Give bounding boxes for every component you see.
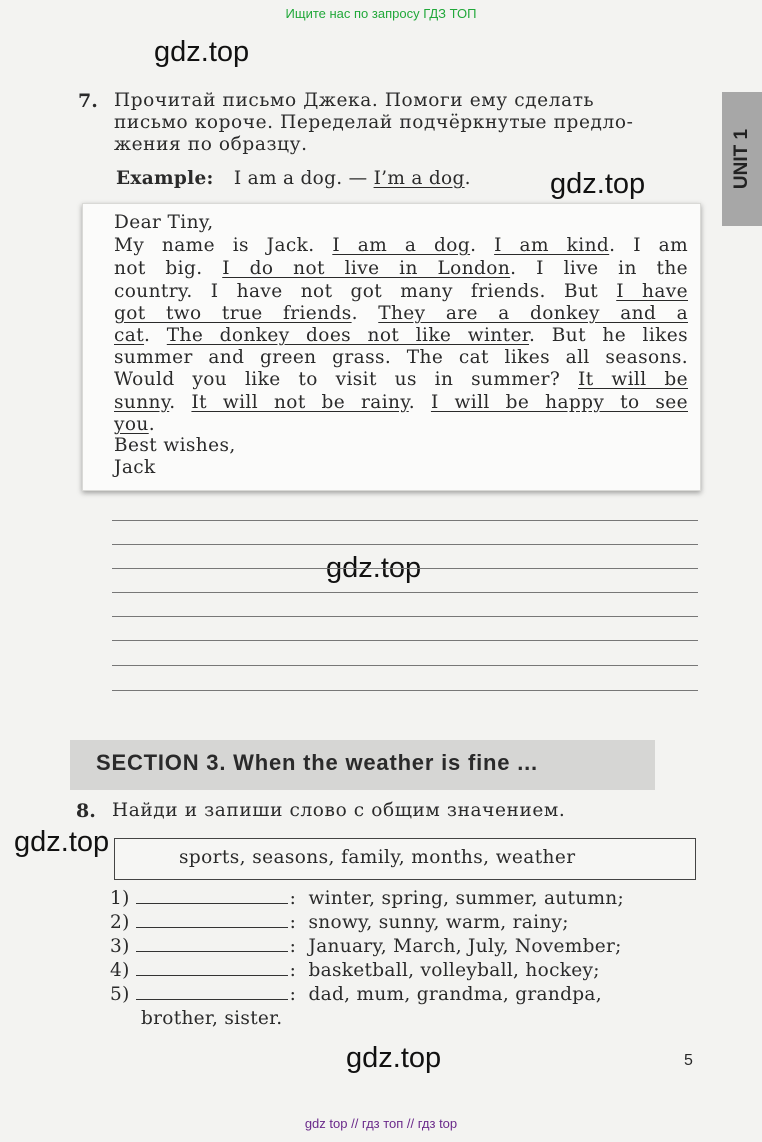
watermark: gdz.top [14,826,110,858]
task-8-instruction: Найди и запиши слово с общим значением. [112,800,566,821]
page-number: 5 [684,1052,693,1069]
underlined-sentence: I am a dog [332,235,471,256]
word-bank-text: sports, seasons, family, months, weather [179,847,576,868]
underlined-sentence: sunny [114,392,170,413]
watermark: gdz.top [154,36,250,68]
letter-line-6: summer and green grass. The cat likes all seasons. [114,347,688,368]
instruction-line: жения по образцу. [114,134,308,155]
writing-line[interactable] [112,640,698,641]
answer-blank[interactable] [136,915,288,928]
underlined-sentence: I am kind [494,235,610,256]
top-banner: Ищите нас по запросу ГДЗ ТОП [285,6,477,21]
section-title: SECTION 3. When the weather is fine ... [96,750,538,775]
footer: gdz top // гдз топ // гдз top [304,1116,458,1131]
task-8-number: 8. [76,800,96,822]
exercise-row-continuation: brother, sister. [141,1008,283,1029]
watermark: gdz.top [346,1042,442,1074]
underlined-sentence: It will not be rainy [191,392,409,413]
letter-line-4: got two true friends. They are a donkey and a [114,303,689,324]
unit-label: UNIT 1 [731,128,752,190]
writing-line[interactable] [112,520,698,521]
letter-greeting: Dear Tiny, [114,212,214,233]
answer-blank[interactable] [136,987,288,1000]
letter-line-2: not big. I do not live in London. I live in the [114,258,688,279]
exercise-row: 4) : basketball, volleyball, hockey; [110,960,600,981]
letter-line-7: Would you like to visit us in summer? It will be [114,369,688,390]
writing-line[interactable] [112,665,698,666]
underlined-sentence: I do not live in London [222,258,511,279]
writing-line[interactable] [112,690,698,691]
answer-blank[interactable] [136,963,288,976]
underlined-sentence: got two true friends [114,303,352,324]
letter-line-3: country. I have not got many friends. But I have [114,281,688,302]
writing-line[interactable] [112,544,698,545]
exercise-row: 2) : snowy, sunny, warm, rainy; [110,912,569,933]
exercise-row: 1) : winter, spring, summer, autumn; [110,888,625,909]
underlined-sentence: They are a donkey and a [378,303,689,324]
underlined-sentence: cat [114,325,145,346]
exercise-row: 5) : dad, mum, grandma, grandpa, [110,984,602,1005]
letter-line-5: cat. The donkey does not like winter. But he likes [114,325,688,346]
example-text: I am a dog. — [233,168,368,189]
answer-blank[interactable] [136,939,288,952]
example [116,168,471,189]
writing-line[interactable] [112,592,698,593]
letter-signature: Jack [114,457,156,478]
section-header [70,740,655,790]
letter-closing: Best wishes, [114,435,236,456]
unit-tab [722,92,762,226]
example-label: Example: [116,168,214,189]
writing-line[interactable] [112,568,698,569]
letter-line-1: My name is Jack. I am a dog. I am kind. I am [114,235,689,256]
underlined-sentence: The donkey does not like winter [166,325,530,346]
watermark: gdz.top [326,552,422,584]
instruction-line: Прочитай письмо Джека. Помоги ему сделать [114,90,595,111]
letter-line-8: sunny. It will not be rainy. I will be happy to see [114,392,688,413]
underlined-sentence: I have [616,281,688,302]
underlined-sentence: you [114,414,149,435]
watermark: gdz.top [550,168,646,200]
task-7-instruction [114,90,633,156]
answer-blank[interactable] [136,891,288,904]
example-end: . [464,168,471,189]
underlined-sentence: It will be [578,369,688,390]
example-answer: I’m a dog [373,168,465,189]
underlined-sentence: I will be happy to see [430,392,688,413]
writing-line[interactable] [112,616,698,617]
word-bank [114,838,696,880]
letter-line-9: you. [114,414,155,435]
exercise-row: 3) : January, March, July, November; [110,936,622,957]
task-7-number: 7. [78,90,98,112]
instruction-line: письмо короче. Переделай подчёркнутые предло- [114,112,634,133]
